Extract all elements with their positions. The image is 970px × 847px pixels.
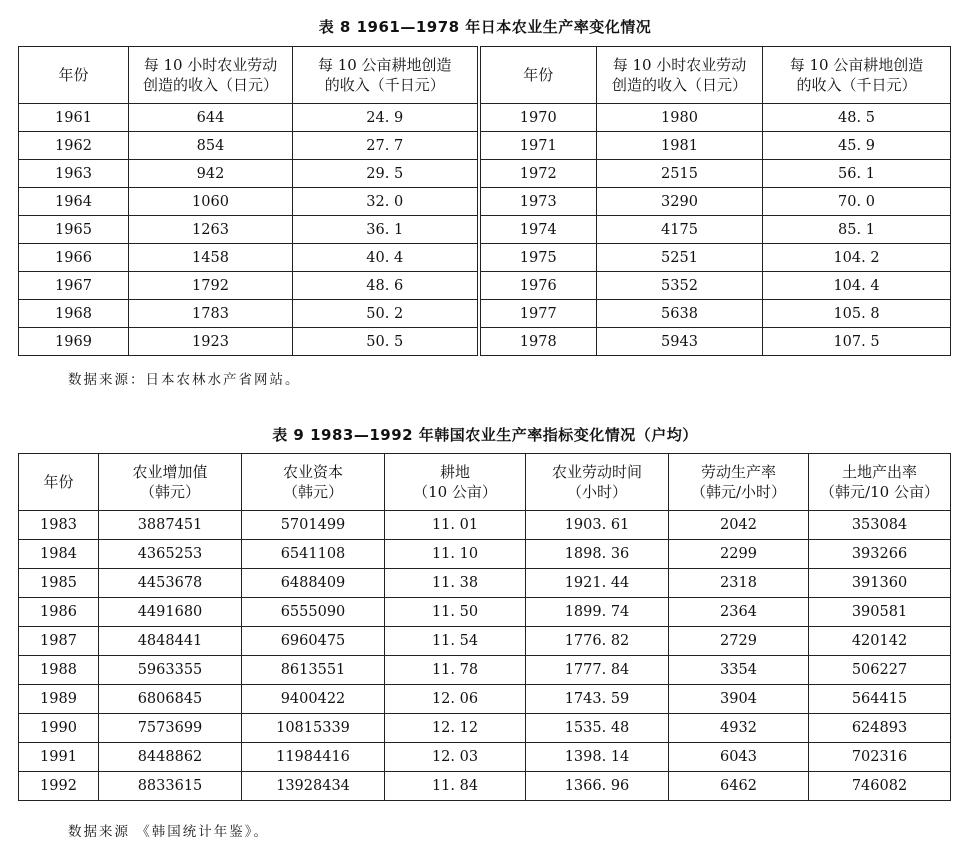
table-cell: 1992 — [19, 772, 99, 801]
table-cell: 48. 5 — [763, 104, 951, 132]
table-cell: 6462 — [669, 772, 809, 801]
table-cell: 6488409 — [242, 569, 385, 598]
table8-header-land-income-2: 每 10 公亩耕地创造 的收入（千日元） — [763, 47, 951, 104]
table-cell: 1962 — [19, 132, 129, 160]
table-cell: 1988 — [19, 656, 99, 685]
table-cell: 942 — [129, 160, 293, 188]
table-cell: 1974 — [479, 216, 597, 244]
table-cell: 2515 — [597, 160, 763, 188]
table-cell: 70. 0 — [763, 188, 951, 216]
table-cell: 11. 50 — [385, 598, 526, 627]
table8 — [18, 46, 951, 356]
table-cell: 6555090 — [242, 598, 385, 627]
table-row — [19, 598, 951, 627]
table-cell: 2364 — [669, 598, 809, 627]
table-cell: 5963355 — [99, 656, 242, 685]
table-cell: 1263 — [129, 216, 293, 244]
table-cell: 564415 — [809, 685, 951, 714]
table-cell: 5943 — [597, 328, 763, 356]
table-cell: 29. 5 — [293, 160, 479, 188]
table-cell: 854 — [129, 132, 293, 160]
table-row — [19, 540, 951, 569]
table-cell: 6541108 — [242, 540, 385, 569]
table-cell: 11. 78 — [385, 656, 526, 685]
table-cell: 644 — [129, 104, 293, 132]
table-cell: 1970 — [479, 104, 597, 132]
table-cell: 50. 2 — [293, 300, 479, 328]
table8-header-land-income: 每 10 公亩耕地创造 的收入（千日元） — [293, 47, 479, 104]
table-row — [19, 772, 951, 801]
table-cell: 390581 — [809, 598, 951, 627]
table-cell: 1060 — [129, 188, 293, 216]
table-cell: 1980 — [597, 104, 763, 132]
table-cell: 1921. 44 — [526, 569, 669, 598]
table-cell: 5701499 — [242, 511, 385, 540]
table9-caption: 表 9 1983—1992 年韩国农业生产率指标变化情况（户均） — [272, 426, 698, 444]
table9-header-labor-hours: 农业劳动时间 （小时） — [526, 454, 669, 511]
table-cell: 11. 38 — [385, 569, 526, 598]
table9-header-value-added: 农业增加值 （韩元） — [99, 454, 242, 511]
table8-header-labor-income-2: 每 10 小时农业劳动 创造的收入（日元） — [597, 47, 763, 104]
table-cell: 6960475 — [242, 627, 385, 656]
table-cell: 1963 — [19, 160, 129, 188]
table-cell: 1969 — [19, 328, 129, 356]
table-cell: 1983 — [19, 511, 99, 540]
table-cell: 85. 1 — [763, 216, 951, 244]
table-cell: 624893 — [809, 714, 951, 743]
table8-header-labor-income: 每 10 小时农业劳动 创造的收入（日元） — [129, 47, 293, 104]
table-cell: 104. 2 — [763, 244, 951, 272]
table8-source-note: 数据来源：日本农林水产省网站。 — [68, 372, 301, 388]
table-row — [19, 216, 951, 244]
table-cell: 1981 — [597, 132, 763, 160]
table-cell: 1964 — [19, 188, 129, 216]
table-cell: 11. 84 — [385, 772, 526, 801]
table-cell: 12. 03 — [385, 743, 526, 772]
table-cell: 1777. 84 — [526, 656, 669, 685]
table-row — [19, 104, 951, 132]
table-cell: 104. 4 — [763, 272, 951, 300]
table-cell: 7573699 — [99, 714, 242, 743]
table-row — [19, 132, 951, 160]
table8-caption: 表 8 1961—1978 年日本农业生产率变化情况 — [318, 18, 652, 36]
table-cell: 1743. 59 — [526, 685, 669, 714]
table-cell: 420142 — [809, 627, 951, 656]
table-row — [19, 244, 951, 272]
table-cell: 1984 — [19, 540, 99, 569]
table-cell: 105. 8 — [763, 300, 951, 328]
table-cell: 1976 — [479, 272, 597, 300]
table-row — [19, 272, 951, 300]
table-cell: 3290 — [597, 188, 763, 216]
table-cell: 3354 — [669, 656, 809, 685]
table-row — [19, 714, 951, 743]
table-cell: 1776. 82 — [526, 627, 669, 656]
table-cell: 1968 — [19, 300, 129, 328]
table-cell: 48. 6 — [293, 272, 479, 300]
table-cell: 2042 — [669, 511, 809, 540]
table-cell: 6043 — [669, 743, 809, 772]
table-cell: 1898. 36 — [526, 540, 669, 569]
table-cell: 3904 — [669, 685, 809, 714]
table-cell: 2318 — [669, 569, 809, 598]
table-cell: 12. 12 — [385, 714, 526, 743]
table-cell: 391360 — [809, 569, 951, 598]
table-cell: 8613551 — [242, 656, 385, 685]
table-cell: 1965 — [19, 216, 129, 244]
table-cell: 1985 — [19, 569, 99, 598]
table-row — [19, 656, 951, 685]
table-cell: 1971 — [479, 132, 597, 160]
table-row — [19, 685, 951, 714]
table-cell: 3887451 — [99, 511, 242, 540]
table-cell: 1535. 48 — [526, 714, 669, 743]
table-cell: 24. 9 — [293, 104, 479, 132]
table-cell: 36. 1 — [293, 216, 479, 244]
table9-header-farmland: 耕地 （10 公亩） — [385, 454, 526, 511]
table-cell: 32. 0 — [293, 188, 479, 216]
table-cell: 1966 — [19, 244, 129, 272]
table-cell: 1961 — [19, 104, 129, 132]
table-cell: 45. 9 — [763, 132, 951, 160]
table-cell: 40. 4 — [293, 244, 479, 272]
table-cell: 1923 — [129, 328, 293, 356]
table-cell: 9400422 — [242, 685, 385, 714]
table-cell: 8448862 — [99, 743, 242, 772]
table-cell: 4175 — [597, 216, 763, 244]
table9-header-capital: 农业资本 （韩元） — [242, 454, 385, 511]
table-cell: 1977 — [479, 300, 597, 328]
table-cell: 1398. 14 — [526, 743, 669, 772]
table-cell: 13928434 — [242, 772, 385, 801]
table9-body — [19, 511, 951, 801]
table-cell: 2299 — [669, 540, 809, 569]
table-cell: 353084 — [809, 511, 951, 540]
table-row — [19, 160, 951, 188]
table-cell: 746082 — [809, 772, 951, 801]
table8-body — [19, 104, 951, 356]
table9-header-row — [19, 454, 951, 511]
table-cell: 1973 — [479, 188, 597, 216]
table8-header-year-2: 年份 — [479, 47, 597, 104]
table-cell: 1978 — [479, 328, 597, 356]
table-cell: 1986 — [19, 598, 99, 627]
table-cell: 1991 — [19, 743, 99, 772]
table-cell: 1972 — [479, 160, 597, 188]
table9-header-land-output: 土地产出率 （韩元/10 公亩） — [809, 454, 951, 511]
table-cell: 12. 06 — [385, 685, 526, 714]
table-cell: 1899. 74 — [526, 598, 669, 627]
table-cell: 11. 01 — [385, 511, 526, 540]
table-cell: 10815339 — [242, 714, 385, 743]
table-cell: 4848441 — [99, 627, 242, 656]
table-cell: 6806845 — [99, 685, 242, 714]
table-cell: 1989 — [19, 685, 99, 714]
table-cell: 11. 54 — [385, 627, 526, 656]
table-cell: 4932 — [669, 714, 809, 743]
table-row — [19, 743, 951, 772]
table-cell: 8833615 — [99, 772, 242, 801]
table9 — [18, 453, 951, 801]
table-cell: 27. 7 — [293, 132, 479, 160]
table-cell: 1975 — [479, 244, 597, 272]
table-cell: 1967 — [19, 272, 129, 300]
table-cell: 4453678 — [99, 569, 242, 598]
table-row — [19, 300, 951, 328]
table-cell: 107. 5 — [763, 328, 951, 356]
table-cell: 5251 — [597, 244, 763, 272]
table-cell: 1366. 96 — [526, 772, 669, 801]
table-cell: 5352 — [597, 272, 763, 300]
table-row — [19, 627, 951, 656]
table9-header-year: 年份 — [19, 454, 99, 511]
table-cell: 11. 10 — [385, 540, 526, 569]
table-cell: 4491680 — [99, 598, 242, 627]
table-cell: 1792 — [129, 272, 293, 300]
table-cell: 393266 — [809, 540, 951, 569]
table-cell: 11984416 — [242, 743, 385, 772]
table-cell: 5638 — [597, 300, 763, 328]
table-cell: 506227 — [809, 656, 951, 685]
table-row — [19, 569, 951, 598]
table9-header-labor-productivity: 劳动生产率 （韩元/小时） — [669, 454, 809, 511]
table8-header-year: 年份 — [19, 47, 129, 104]
table-row — [19, 328, 951, 356]
table-row — [19, 188, 951, 216]
table-cell: 2729 — [669, 627, 809, 656]
table-cell: 1987 — [19, 627, 99, 656]
table8-header-row — [19, 47, 951, 104]
table-cell: 56. 1 — [763, 160, 951, 188]
table-cell: 4365253 — [99, 540, 242, 569]
table-cell: 1458 — [129, 244, 293, 272]
table-row — [19, 511, 951, 540]
table-cell: 702316 — [809, 743, 951, 772]
table-cell: 1903. 61 — [526, 511, 669, 540]
table9-source-note: 数据来源 《韩国统计年鉴》。 — [68, 824, 270, 840]
table-cell: 1783 — [129, 300, 293, 328]
table-cell: 50. 5 — [293, 328, 479, 356]
table-cell: 1990 — [19, 714, 99, 743]
